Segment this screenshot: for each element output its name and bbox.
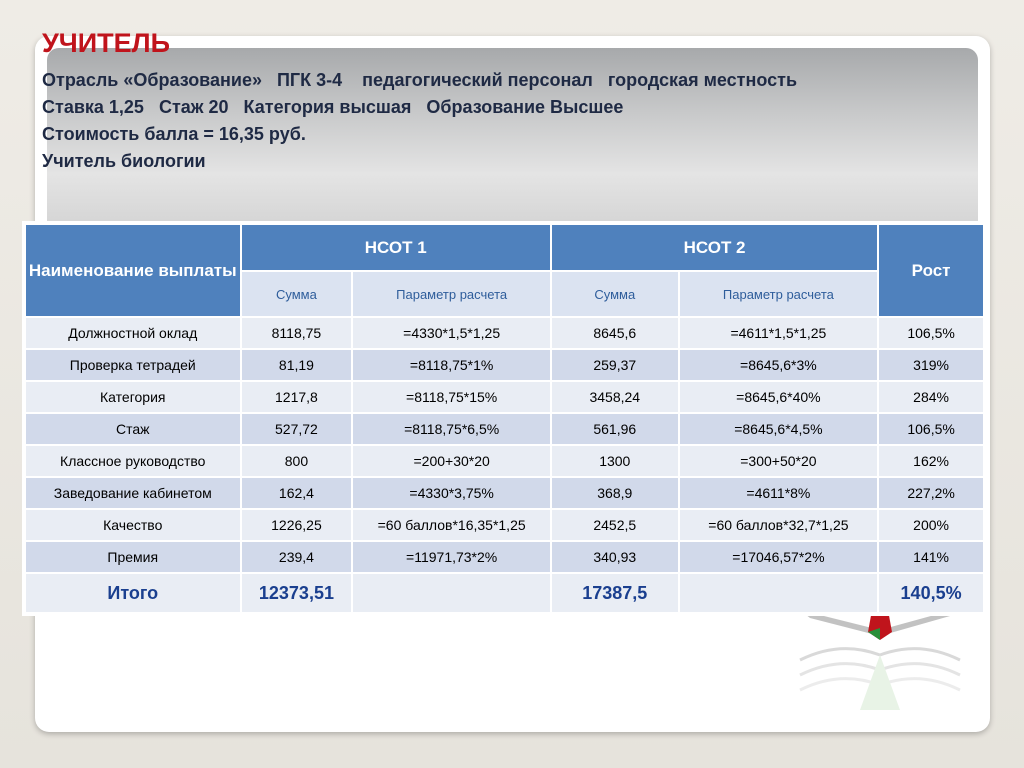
table-row — [25, 349, 984, 381]
subheader-sum-nsot2: Сумма — [551, 271, 679, 317]
cell-sum1: 1226,25 — [241, 509, 353, 541]
table-row — [25, 317, 984, 349]
table-row — [25, 445, 984, 477]
cell-name: Заведование кабинетом — [25, 477, 241, 509]
cell-growth: 319% — [878, 349, 984, 381]
cell-sum2: 2452,5 — [551, 509, 679, 541]
slide-title: УЧИТЕЛЬ — [42, 28, 171, 58]
cell-growth: 106,5% — [878, 413, 984, 445]
cell-sum2: 1300 — [551, 445, 679, 477]
cell-param1: =200+30*20 — [352, 445, 551, 477]
cell-param1: =11971,73*2% — [352, 541, 551, 573]
cell-param2: =300+50*20 — [679, 445, 879, 477]
cell-name: Качество — [25, 509, 241, 541]
total-growth: 140,5% — [878, 573, 984, 613]
payment-table — [24, 223, 985, 614]
table-row — [25, 509, 984, 541]
cell-sum1: 239,4 — [241, 541, 353, 573]
cell-param1: =4330*3,75% — [352, 477, 551, 509]
cell-name: Категория — [25, 381, 241, 413]
cell-growth: 141% — [878, 541, 984, 573]
cell-name: Премия — [25, 541, 241, 573]
total-param2 — [679, 573, 879, 613]
table-row — [25, 413, 984, 445]
info-line-rate: Ставка 1,25 Стаж 20 Категория высшая Образование Высшее — [42, 97, 624, 117]
total-sum1: 12373,51 — [241, 573, 353, 613]
info-line-point-cost: Стоимость балла = 16,35 руб. — [42, 124, 306, 144]
total-param1 — [352, 573, 551, 613]
cell-sum2: 561,96 — [551, 413, 679, 445]
cell-sum2: 368,9 — [551, 477, 679, 509]
cell-sum1: 8118,75 — [241, 317, 353, 349]
subheader-param-nsot2: Параметр расчета — [679, 271, 879, 317]
cell-param1: =8118,75*1% — [352, 349, 551, 381]
cell-sum1: 81,19 — [241, 349, 353, 381]
cell-sum2: 259,37 — [551, 349, 679, 381]
cell-param2: =4611*1,5*1,25 — [679, 317, 879, 349]
header-nsot1: НСОТ 1 — [241, 224, 551, 271]
cell-param2: =8645,6*40% — [679, 381, 879, 413]
cell-name: Стаж — [25, 413, 241, 445]
table-total-row — [25, 573, 984, 613]
cell-sum1: 162,4 — [241, 477, 353, 509]
cell-growth: 200% — [878, 509, 984, 541]
table-row — [25, 381, 984, 413]
info-block — [42, 67, 797, 175]
cell-sum1: 527,72 — [241, 413, 353, 445]
subheader-param-nsot1: Параметр расчета — [352, 271, 551, 317]
cell-param2: =4611*8% — [679, 477, 879, 509]
info-line-branch: Отрасль «Образование» ПГК 3-4 педагогический персонал городская местность — [42, 70, 798, 90]
cell-name: Должностной оклад — [25, 317, 241, 349]
cell-sum2: 3458,24 — [551, 381, 679, 413]
total-sum2: 17387,5 — [551, 573, 679, 613]
subheader-sum-nsot1: Сумма — [241, 271, 353, 317]
cell-sum2: 8645,6 — [551, 317, 679, 349]
decorative-book-logo — [780, 600, 980, 710]
cell-sum1: 1217,8 — [241, 381, 353, 413]
cell-name: Классное руководство — [25, 445, 241, 477]
total-label: Итого — [25, 573, 241, 613]
cell-param1: =60 баллов*16,35*1,25 — [352, 509, 551, 541]
header-growth: Рост — [878, 224, 984, 317]
cell-param1: =8118,75*6,5% — [352, 413, 551, 445]
table-header-row — [25, 224, 984, 271]
header-payment-name: Наименование выплаты — [25, 224, 241, 317]
table-row — [25, 541, 984, 573]
cell-growth: 162% — [878, 445, 984, 477]
cell-param2: =8645,6*4,5% — [679, 413, 879, 445]
cell-param2: =17046,57*2% — [679, 541, 879, 573]
cell-param2: =8645,6*3% — [679, 349, 879, 381]
cell-param1: =4330*1,5*1,25 — [352, 317, 551, 349]
cell-param1: =8118,75*15% — [352, 381, 551, 413]
table-row — [25, 477, 984, 509]
cell-growth: 106,5% — [878, 317, 984, 349]
cell-growth: 284% — [878, 381, 984, 413]
cell-sum2: 340,93 — [551, 541, 679, 573]
cell-name: Проверка тетрадей — [25, 349, 241, 381]
cell-param2: =60 баллов*32,7*1,25 — [679, 509, 879, 541]
cell-sum1: 800 — [241, 445, 353, 477]
info-line-position: Учитель биологии — [42, 151, 206, 171]
cell-growth: 227,2% — [878, 477, 984, 509]
header-nsot2: НСОТ 2 — [551, 224, 878, 271]
